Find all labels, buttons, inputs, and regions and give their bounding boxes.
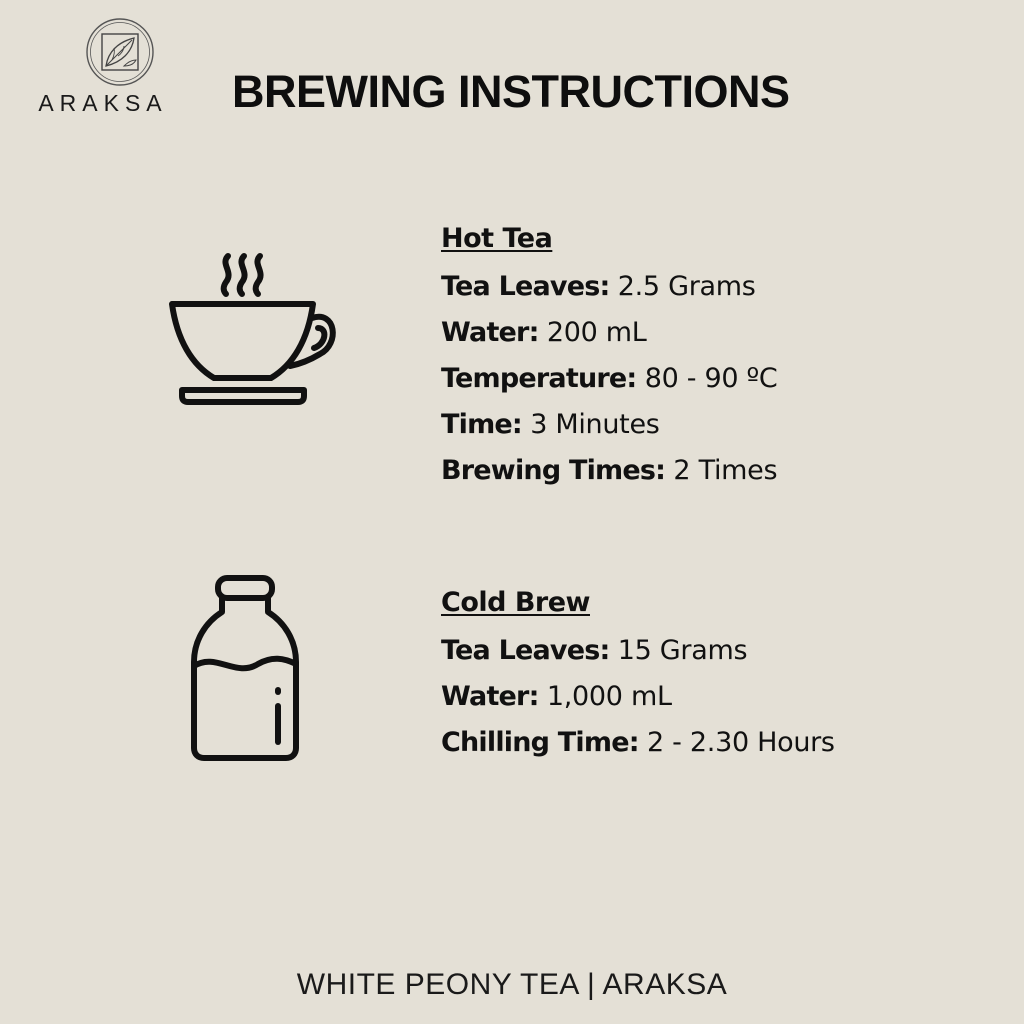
tea-cup-icon — [158, 240, 348, 420]
row-label: Tea Leaves: — [441, 271, 610, 302]
row-label: Time: — [441, 409, 522, 440]
hot-water-row — [441, 310, 777, 356]
brand-logo — [18, 16, 188, 116]
row-label: Brewing Times: — [441, 455, 666, 486]
row-label: Water: — [441, 317, 539, 348]
hot-time-row — [441, 402, 777, 448]
row-label: Water: — [441, 681, 539, 712]
cold-brew-instructions — [441, 582, 835, 766]
brand-name: ARAKSA — [38, 90, 168, 116]
row-value: 3 Minutes — [521, 409, 660, 440]
footer-caption: WHITE PEONY TEA | ARAKSA — [296, 968, 728, 1001]
row-value: 2.5 Grams — [609, 271, 756, 302]
hot-brewing-times-row — [441, 448, 777, 494]
row-value: 2 Times — [665, 455, 778, 486]
hot-temperature-row — [441, 356, 777, 402]
cold-tea-leaves-row — [441, 628, 835, 674]
row-value: 15 Grams — [609, 635, 748, 666]
hot-tea-instructions — [441, 218, 777, 494]
row-value: 2 - 2.30 Hours — [638, 727, 835, 758]
row-label: Tea Leaves: — [441, 635, 610, 666]
milk-bottle-icon — [180, 566, 304, 772]
row-value: 80 - 90 ºC — [636, 363, 778, 394]
cold-brew-title: Cold Brew — [441, 587, 590, 618]
row-value: 1,000 mL — [538, 681, 672, 712]
row-value: 200 mL — [538, 317, 647, 348]
row-label: Temperature: — [441, 363, 637, 394]
hot-tea-leaves-row — [441, 264, 777, 310]
cold-chilling-time-row — [441, 720, 835, 766]
page-title: BREWING INSTRUCTIONS — [232, 66, 790, 117]
leaf-emblem-icon — [84, 16, 156, 88]
row-label: Chilling Time: — [441, 727, 639, 758]
cold-water-row — [441, 674, 835, 720]
hot-tea-title: Hot Tea — [441, 223, 553, 254]
